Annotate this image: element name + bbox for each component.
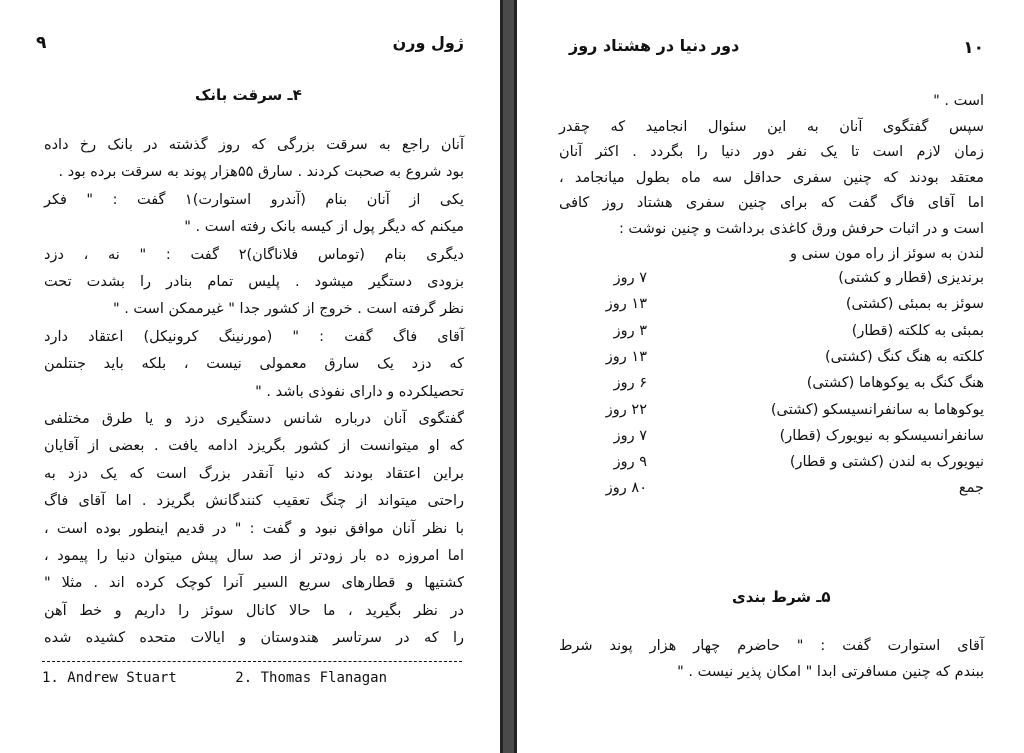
- text-line: زمان لازم است تا یک نفر دور دنیا را بگردد . اکثر آنان: [559, 144, 984, 160]
- table-row: [517, 402, 1024, 422]
- section-title: ۴ـ سرقت بانک: [195, 86, 302, 104]
- route-cell: نیویورک به لندن (کشتی و قطار): [789, 454, 984, 471]
- text-line: را که در سرتاسر هندوستان و ایالات متحده کشیده شده: [44, 630, 464, 647]
- days-cell: ۸۰ روز: [605, 480, 647, 497]
- days-cell: ۱۳ روز: [605, 348, 647, 365]
- text-line: ببندم که چنین مسافرتی ابدا " امکان پذیر نیست . ": [677, 664, 984, 680]
- text-line: آقای استوارت گفت : " حاضرم چهار هزار پوند شرط: [559, 638, 984, 654]
- route-cell: جمع: [958, 480, 984, 497]
- table-row: [517, 296, 1024, 316]
- text-line: دیگری بنام (توماس فلاناگان)۲ گفت : " نه ، دزد: [44, 246, 464, 263]
- text-line: تحصیلکرده و دارای نفوذی باشد . ": [255, 383, 464, 400]
- text-line: یکی از آنان بنام (آندرو استوارت)۱ گفت : " فکر: [44, 191, 464, 208]
- text-line: میکنم که دیگر پول از کیسه بانک رفته است . ": [184, 219, 464, 236]
- text-line: راحتی میتواند از چنگ تعقیب کنندگانش بگریزد . اما آقای فاگ: [44, 493, 464, 510]
- running-head: دور دنیا در هشتاد روز: [569, 36, 740, 55]
- section-title: ۵ـ شرط بندی: [732, 588, 831, 606]
- table-row: [517, 349, 1024, 369]
- text-line: معتقد بودند که چنین سفری حداقل سه ماه بطول میانجامد ،: [559, 169, 984, 186]
- days-cell: ۷ روز: [613, 270, 647, 286]
- table-row: [517, 375, 1024, 395]
- text-line: سپس گفتگوی آنان به این سئوال انجامید که چقدر: [559, 118, 984, 135]
- footnote-2: 2. Thomas Flanagan: [235, 670, 388, 686]
- route-cell: سانفرانسیسکو به نیویورک (قطار): [779, 427, 984, 444]
- text-line: براین اعتقاد بودند که دنیا آنقدر بزرگ است که یک دزد به: [44, 465, 464, 482]
- footnotes: [42, 670, 437, 686]
- footnote-rule: [42, 661, 462, 662]
- left-page: [0, 0, 500, 753]
- days-cell: ۱۳ روز: [605, 296, 647, 313]
- table-row: [517, 480, 1024, 500]
- days-cell: ۹ روز: [613, 454, 647, 471]
- footnote-1: 1. Andrew Stuart: [42, 670, 177, 686]
- text-line: نظر گرفته است . خروج از کشور جدا " غیرممکن است . ": [112, 301, 464, 318]
- text-line: بود شروع به صحبت کردند . سارق ۵۵هزار پوند به سرقت برده بود .: [58, 164, 464, 181]
- table-row: [517, 270, 1024, 290]
- table-row: [517, 323, 1024, 343]
- text-line: آنان راجع به سرقت بزرگی که روز گذشته در بانک رخ داده: [44, 137, 464, 153]
- text-line: در نظر بگیرید ، ما حالا کانال سوئز را داریم و خط آهن: [44, 602, 464, 619]
- right-page: [517, 0, 1024, 753]
- book-spine: [500, 0, 517, 753]
- route-cell: بمبئی به کلکته (قطار): [851, 322, 984, 339]
- page-number: ۹: [36, 33, 47, 53]
- text-line: آقای فاگ گفت : " (مورنینگ کرونیکل) اعتقاد دارد: [44, 328, 464, 345]
- days-cell: ۳ روز: [613, 322, 647, 339]
- text-line: بزودی دستگیر میشود . پلیس تمام بنادر را بشدت تحت: [44, 274, 464, 290]
- text-line: که دزد یک سارق معمولی نیست ، بلکه باید جنتلمن: [44, 356, 464, 373]
- route-cell: کلکته به هنگ کنگ (کشتی): [825, 348, 984, 365]
- days-cell: ۲۲ روز: [605, 401, 647, 418]
- route-cell: یوکوهاما به سانفرانسیسکو (کشتی): [770, 401, 984, 418]
- days-cell: ۷ روز: [613, 427, 647, 444]
- text-line: اما امروزه ده بار زودتر از صد سال پیش میتوان دنیا را پیمود ،: [44, 548, 464, 564]
- route-cell: برندیزی (قطار و کشتی): [838, 270, 984, 286]
- page-number: ۱۰: [963, 38, 984, 58]
- table-row: [517, 454, 1024, 474]
- running-head: ژول ورن: [392, 33, 464, 52]
- text-line: با نظر آنان موافق نبود و گفت : " در قدیم اینطور بوده است ،: [44, 520, 464, 537]
- text-line: است و در اثبات حرفش ورق کاغذی برداشت و چنین نوشت :: [618, 220, 984, 237]
- table-row: [517, 428, 1024, 448]
- text-line: لندن به سوئز از راه مون سنی و: [790, 246, 984, 262]
- text-line: که او میتوانست از کشور بگریزد ادامه یافت . بعضی از آقایان: [44, 438, 464, 455]
- days-cell: ۶ روز: [613, 375, 647, 392]
- text-line: اما آقای فاگ گفت که برای چنین سفری هشتاد روز کافی: [559, 195, 984, 211]
- route-cell: هنگ کنگ به یوکوهاما (کشتی): [806, 375, 984, 392]
- text-line: است . ": [933, 93, 984, 109]
- route-cell: سوئز به بمبئی (کشتی): [845, 296, 984, 313]
- text-line: کشتیها و قطارهای سریع السیر آنرا کوچک کرده اند . مثلا ": [44, 575, 464, 592]
- text-line: گفتگوی آنان درباره شانس دستگیری دزد و یا طرق مختلفی: [44, 411, 464, 427]
